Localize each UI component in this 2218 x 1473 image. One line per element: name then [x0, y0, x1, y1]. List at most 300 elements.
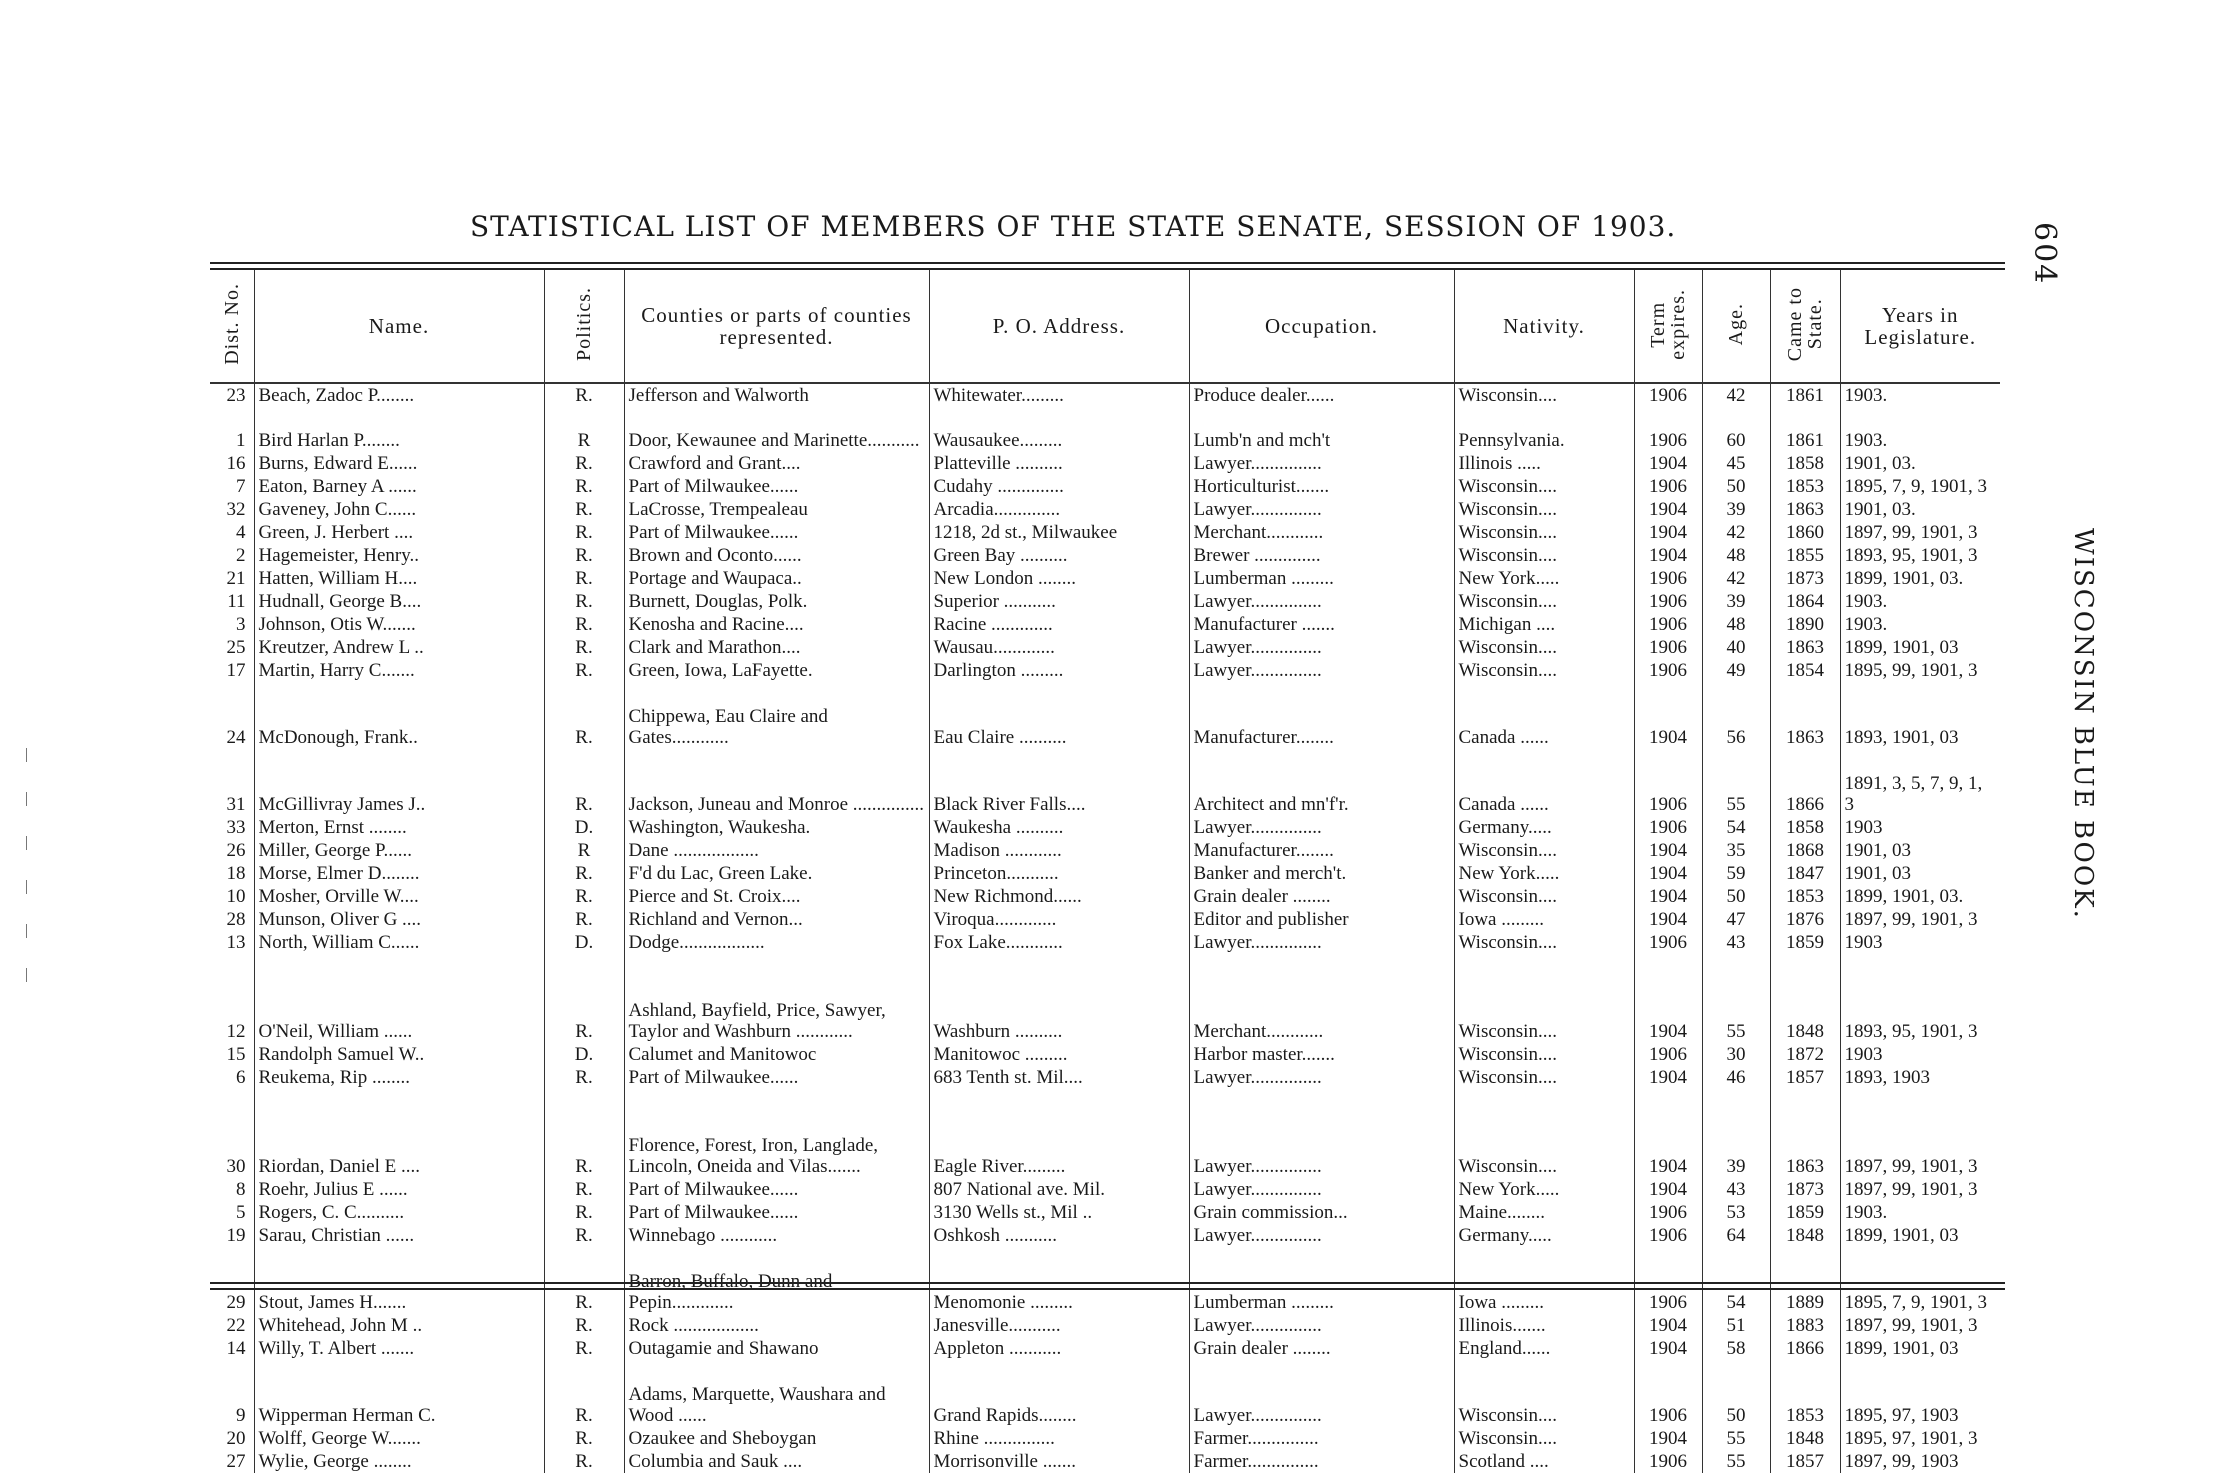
- cell-nativity: Wisconsin....: [1454, 954, 1634, 1043]
- cell-age: 64: [1702, 1224, 1770, 1247]
- column-header-term-expires: Term expires.: [1634, 270, 1702, 383]
- cell-po-address: Manitowoc .........: [929, 1043, 1189, 1066]
- cell-age: 59: [1702, 862, 1770, 885]
- cell-term-expires: 1906: [1634, 931, 1702, 954]
- cell-occupation: Lawyer...............: [1189, 636, 1454, 659]
- column-header-counties: Counties or parts of counties represented.: [624, 270, 929, 383]
- cell-occupation: Editor and publisher: [1189, 908, 1454, 931]
- cell-age: 54: [1702, 816, 1770, 839]
- cell-occupation: Architect and mn'f'r.: [1189, 749, 1454, 816]
- page-number: 604: [2027, 222, 2062, 286]
- cell-term-expires: 1906: [1634, 1247, 1702, 1314]
- column-header-nativity: Nativity.: [1454, 270, 1634, 383]
- cell-counties: Kenosha and Racine....: [624, 613, 929, 636]
- cell-name: Eaton, Barney A ......: [254, 475, 544, 498]
- cell-politics: R.: [544, 567, 624, 590]
- running-head: WISCONSIN BLUE BOOK.: [2068, 528, 2098, 920]
- cell-dist-no: 22: [226, 1315, 246, 1336]
- cell-came-to-state: 1848: [1770, 1224, 1840, 1247]
- table-row: [210, 613, 2000, 636]
- cell-politics: R.: [544, 1224, 624, 1247]
- cell-politics: R.: [544, 1360, 624, 1427]
- cell-age: 48: [1702, 544, 1770, 567]
- cell-term-expires: 1906: [1634, 1224, 1702, 1247]
- cell-age: 43: [1702, 1178, 1770, 1201]
- cell-came-to-state: 1859: [1770, 931, 1840, 954]
- cell-came-to-state: 1861: [1770, 407, 1840, 452]
- cell-nativity: Wisconsin....: [1454, 839, 1634, 862]
- cell-occupation: Lawyer...............: [1189, 1360, 1454, 1427]
- cell-years-in-legislature: 1897, 99, 1901, 3: [1840, 1089, 2000, 1178]
- cell-name: Wipperman Herman C.: [254, 1360, 544, 1427]
- cell-nativity: Iowa .........: [1454, 1247, 1634, 1314]
- cell-po-address: 1218, 2d st., Milwaukee: [929, 521, 1189, 544]
- cell-nativity: Wisconsin....: [1454, 931, 1634, 954]
- cell-came-to-state: 1889: [1770, 1247, 1840, 1314]
- cell-po-address: Eagle River.........: [929, 1089, 1189, 1178]
- cell-counties: Part of Milwaukee......: [624, 1066, 929, 1089]
- cell-nativity: Wisconsin....: [1454, 1089, 1634, 1178]
- cell-counties: Part of Milwaukee......: [624, 1178, 929, 1201]
- cell-years-in-legislature: 1895, 97, 1901, 3: [1840, 1427, 2000, 1450]
- cell-po-address: Janesville...........: [929, 1314, 1189, 1337]
- cell-po-address: Wausaukee.........: [929, 407, 1189, 452]
- table-row: [210, 816, 2000, 839]
- cell-politics: R.: [544, 749, 624, 816]
- cell-po-address: Whitewater.........: [929, 383, 1189, 407]
- cell-counties: Part of Milwaukee......: [624, 521, 929, 544]
- cell-nativity: Wisconsin....: [1454, 544, 1634, 567]
- cell-term-expires: 1904: [1634, 1314, 1702, 1337]
- cell-years-in-legislature: 1901, 03.: [1840, 452, 2000, 475]
- senate-members-table: [210, 270, 2000, 1472]
- table-row: [210, 521, 2000, 544]
- cell-age: 43: [1702, 931, 1770, 954]
- cell-name: McGillivray James J..: [254, 749, 544, 816]
- cell-name: Reukema, Rip ........: [254, 1066, 544, 1089]
- cell-dist-no: 14: [226, 1338, 246, 1359]
- cell-politics: R.: [544, 636, 624, 659]
- cell-term-expires: 1904: [1634, 862, 1702, 885]
- cell-term-expires: 1904: [1634, 1089, 1702, 1178]
- cell-po-address: New London ........: [929, 567, 1189, 590]
- cell-po-address: Grand Rapids........: [929, 1360, 1189, 1427]
- cell-age: 50: [1702, 475, 1770, 498]
- cell-term-expires: 1904: [1634, 682, 1702, 749]
- cell-term-expires: 1906: [1634, 407, 1702, 452]
- cell-po-address: 807 National ave. Mil.: [929, 1178, 1189, 1201]
- cell-nativity: Wisconsin....: [1454, 1066, 1634, 1089]
- cell-came-to-state: 1861: [1770, 383, 1840, 407]
- cell-age: 40: [1702, 636, 1770, 659]
- cell-dist-no: 26: [226, 840, 246, 861]
- cell-politics: D.: [544, 816, 624, 839]
- cell-name: Rogers, C. C..........: [254, 1201, 544, 1224]
- cell-nativity: Wisconsin....: [1454, 1427, 1634, 1450]
- cell-dist-no: 9: [236, 1405, 246, 1426]
- cell-name: Morse, Elmer D........: [254, 862, 544, 885]
- cell-po-address: Racine .............: [929, 613, 1189, 636]
- cell-came-to-state: 1863: [1770, 636, 1840, 659]
- table-row: [210, 1178, 2000, 1201]
- cell-years-in-legislature: 1893, 1901, 03: [1840, 682, 2000, 749]
- cell-came-to-state: 1853: [1770, 1360, 1840, 1427]
- margin-mark: [26, 792, 27, 806]
- cell-occupation: Grain dealer ........: [1189, 885, 1454, 908]
- cell-term-expires: 1904: [1634, 498, 1702, 521]
- cell-name: North, William C......: [254, 931, 544, 954]
- cell-dist-no: 2: [236, 545, 246, 566]
- cell-politics: R.: [544, 1314, 624, 1337]
- cell-dist-no: 10: [226, 886, 246, 907]
- cell-nativity: Wisconsin....: [1454, 636, 1634, 659]
- cell-dist-no: 11: [227, 591, 246, 612]
- cell-po-address: New Richmond......: [929, 885, 1189, 908]
- top-rule: [210, 262, 2005, 264]
- cell-nativity: Canada ......: [1454, 749, 1634, 816]
- cell-counties: Washington, Waukesha.: [624, 816, 929, 839]
- cell-dist-no: 25: [226, 637, 246, 658]
- cell-counties: F'd du Lac, Green Lake.: [624, 862, 929, 885]
- cell-years-in-legislature: 1897, 99, 1901, 3: [1840, 521, 2000, 544]
- cell-age: 54: [1702, 1247, 1770, 1314]
- cell-came-to-state: 1864: [1770, 590, 1840, 613]
- cell-came-to-state: 1873: [1770, 1178, 1840, 1201]
- cell-name: Mosher, Orville W....: [254, 885, 544, 908]
- cell-occupation: Lawyer...............: [1189, 498, 1454, 521]
- cell-po-address: Wausau.............: [929, 636, 1189, 659]
- table-row: [210, 1314, 2000, 1337]
- cell-years-in-legislature: 1903.: [1840, 407, 2000, 452]
- margin-mark: [26, 748, 27, 762]
- cell-occupation: Lawyer...............: [1189, 1314, 1454, 1337]
- cell-years-in-legislature: 1893, 1903: [1840, 1066, 2000, 1089]
- cell-dist-no: 32: [226, 499, 246, 520]
- cell-name: Green, J. Herbert ....: [254, 521, 544, 544]
- cell-age: 49: [1702, 659, 1770, 682]
- cell-name: Merton, Ernst ........: [254, 816, 544, 839]
- table-row: [210, 590, 2000, 613]
- cell-po-address: Waukesha ..........: [929, 816, 1189, 839]
- cell-counties: Outagamie and Shawano: [624, 1337, 929, 1360]
- cell-counties: Portage and Waupaca..: [624, 567, 929, 590]
- cell-name: Hagemeister, Henry..: [254, 544, 544, 567]
- cell-po-address: Oshkosh ...........: [929, 1224, 1189, 1247]
- cell-counties: Green, Iowa, LaFayette.: [624, 659, 929, 682]
- cell-name: Wolff, George W.......: [254, 1427, 544, 1450]
- cell-name: Willy, T. Albert .......: [254, 1337, 544, 1360]
- cell-po-address: Madison ............: [929, 839, 1189, 862]
- cell-term-expires: 1906: [1634, 1450, 1702, 1473]
- cell-years-in-legislature: 1899, 1901, 03: [1840, 636, 2000, 659]
- cell-age: 35: [1702, 839, 1770, 862]
- cell-nativity: Wisconsin....: [1454, 659, 1634, 682]
- cell-age: 42: [1702, 521, 1770, 544]
- table-row: [210, 567, 2000, 590]
- cell-politics: R.: [544, 885, 624, 908]
- cell-name: Gaveney, John C......: [254, 498, 544, 521]
- cell-name: Hudnall, George B....: [254, 590, 544, 613]
- cell-dist-no: 29: [226, 1292, 246, 1313]
- table-row: [210, 452, 2000, 475]
- cell-nativity: Germany.....: [1454, 816, 1634, 839]
- cell-came-to-state: 1872: [1770, 1043, 1840, 1066]
- cell-years-in-legislature: 1895, 97, 1903: [1840, 1360, 2000, 1427]
- table-row: [210, 682, 2000, 749]
- cell-years-in-legislature: 1903.: [1840, 613, 2000, 636]
- cell-came-to-state: 1854: [1770, 659, 1840, 682]
- cell-name: Beach, Zadoc P........: [254, 383, 544, 407]
- cell-counties: Barron, Buffalo, Dunn and Pepin.............: [624, 1247, 929, 1314]
- cell-politics: R.: [544, 498, 624, 521]
- cell-name: Wylie, George ........: [254, 1450, 544, 1473]
- cell-po-address: Washburn ..........: [929, 954, 1189, 1043]
- cell-dist-no: 31: [226, 794, 246, 815]
- cell-dist-no: 16: [226, 453, 246, 474]
- cell-name: Munson, Oliver G ....: [254, 908, 544, 931]
- cell-years-in-legislature: 1891, 3, 5, 7, 9, 1, 3: [1840, 749, 2000, 816]
- cell-politics: R.: [544, 659, 624, 682]
- cell-name: Riordan, Daniel E ....: [254, 1089, 544, 1178]
- cell-occupation: Brewer ..............: [1189, 544, 1454, 567]
- column-header-came-to-state: Came to State.: [1770, 270, 1840, 383]
- cell-nativity: Canada ......: [1454, 682, 1634, 749]
- bottom-rule: [210, 1282, 2005, 1284]
- cell-came-to-state: 1860: [1770, 521, 1840, 544]
- cell-term-expires: 1904: [1634, 452, 1702, 475]
- cell-po-address: Darlington .........: [929, 659, 1189, 682]
- cell-term-expires: 1904: [1634, 954, 1702, 1043]
- cell-term-expires: 1906: [1634, 1201, 1702, 1224]
- cell-counties: Crawford and Grant....: [624, 452, 929, 475]
- margin-mark: [26, 880, 27, 894]
- table-row: [210, 407, 2000, 452]
- cell-term-expires: 1906: [1634, 1043, 1702, 1066]
- cell-years-in-legislature: 1903.: [1840, 590, 2000, 613]
- column-header-po-address: P. O. Address.: [929, 270, 1189, 383]
- cell-politics: D.: [544, 1043, 624, 1066]
- cell-term-expires: 1906: [1634, 383, 1702, 407]
- cell-came-to-state: 1857: [1770, 1066, 1840, 1089]
- cell-came-to-state: 1858: [1770, 452, 1840, 475]
- cell-age: 55: [1702, 1450, 1770, 1473]
- table-row: [210, 1066, 2000, 1089]
- cell-occupation: Merchant............: [1189, 954, 1454, 1043]
- cell-nativity: Pennsylvania.: [1454, 407, 1634, 452]
- cell-occupation: Lawyer...............: [1189, 452, 1454, 475]
- cell-years-in-legislature: 1897, 99, 1901, 3: [1840, 1178, 2000, 1201]
- cell-nativity: Wisconsin....: [1454, 475, 1634, 498]
- cell-term-expires: 1906: [1634, 816, 1702, 839]
- cell-dist-no: 7: [236, 476, 246, 497]
- cell-politics: R.: [544, 383, 624, 407]
- cell-dist-no: 3: [236, 614, 246, 635]
- cell-term-expires: 1906: [1634, 475, 1702, 498]
- column-header-name: Name.: [254, 270, 544, 383]
- margin-mark: [26, 968, 27, 982]
- cell-po-address: 3130 Wells st., Mil ..: [929, 1201, 1189, 1224]
- cell-name: Randolph Samuel W..: [254, 1043, 544, 1066]
- cell-years-in-legislature: 1903: [1840, 816, 2000, 839]
- cell-years-in-legislature: 1903.: [1840, 383, 2000, 407]
- cell-po-address: Platteville ..........: [929, 452, 1189, 475]
- cell-po-address: Fox Lake............: [929, 931, 1189, 954]
- cell-came-to-state: 1855: [1770, 544, 1840, 567]
- cell-counties: Jackson, Juneau and Monroe ...............: [624, 749, 929, 816]
- cell-occupation: Lumb'n and mch't: [1189, 407, 1454, 452]
- cell-name: Miller, George P......: [254, 839, 544, 862]
- cell-politics: R.: [544, 1450, 624, 1473]
- table-header-row: [210, 270, 2000, 383]
- table-row: [210, 931, 2000, 954]
- cell-name: Stout, James H.......: [254, 1247, 544, 1314]
- cell-dist-no: 21: [226, 568, 246, 589]
- cell-counties: LaCrosse, Trempealeau: [624, 498, 929, 521]
- cell-politics: R: [544, 407, 624, 452]
- table-row: [210, 1089, 2000, 1178]
- table-row: [210, 498, 2000, 521]
- cell-years-in-legislature: 1895, 7, 9, 1901, 3: [1840, 475, 2000, 498]
- cell-term-expires: 1904: [1634, 521, 1702, 544]
- cell-years-in-legislature: 1901, 03.: [1840, 498, 2000, 521]
- cell-term-expires: 1904: [1634, 1178, 1702, 1201]
- table-row: [210, 1224, 2000, 1247]
- table-row: [210, 1337, 2000, 1360]
- cell-term-expires: 1906: [1634, 749, 1702, 816]
- cell-occupation: Lawyer...............: [1189, 1089, 1454, 1178]
- cell-came-to-state: 1876: [1770, 908, 1840, 931]
- cell-years-in-legislature: 1893, 95, 1901, 3: [1840, 544, 2000, 567]
- cell-name: Burns, Edward E......: [254, 452, 544, 475]
- cell-dist-no: 13: [226, 932, 246, 953]
- table-row: [210, 544, 2000, 567]
- cell-came-to-state: 1866: [1770, 749, 1840, 816]
- cell-years-in-legislature: 1903: [1840, 931, 2000, 954]
- cell-term-expires: 1906: [1634, 567, 1702, 590]
- cell-nativity: Scotland ....: [1454, 1450, 1634, 1473]
- cell-age: 58: [1702, 1337, 1770, 1360]
- cell-occupation: Manufacturer .......: [1189, 613, 1454, 636]
- cell-term-expires: 1904: [1634, 1337, 1702, 1360]
- cell-politics: R.: [544, 544, 624, 567]
- cell-age: 48: [1702, 613, 1770, 636]
- cell-came-to-state: 1859: [1770, 1201, 1840, 1224]
- cell-po-address: Eau Claire ..........: [929, 682, 1189, 749]
- cell-politics: R.: [544, 1089, 624, 1178]
- cell-occupation: Horticulturist.......: [1189, 475, 1454, 498]
- cell-po-address: Green Bay ..........: [929, 544, 1189, 567]
- cell-age: 39: [1702, 498, 1770, 521]
- table-row: [210, 1247, 2000, 1314]
- cell-age: 39: [1702, 590, 1770, 613]
- cell-po-address: Viroqua.............: [929, 908, 1189, 931]
- cell-years-in-legislature: 1897, 99, 1901, 3: [1840, 908, 2000, 931]
- cell-politics: R.: [544, 613, 624, 636]
- table-row: [210, 1360, 2000, 1427]
- cell-occupation: Harbor master.......: [1189, 1043, 1454, 1066]
- column-header-age: Age.: [1702, 270, 1770, 383]
- cell-dist-no: 27: [226, 1451, 246, 1472]
- cell-age: 42: [1702, 567, 1770, 590]
- margin-mark: [26, 836, 27, 850]
- cell-age: 39: [1702, 1089, 1770, 1178]
- cell-nativity: Illinois.......: [1454, 1314, 1634, 1337]
- cell-term-expires: 1904: [1634, 839, 1702, 862]
- table-row: [210, 885, 2000, 908]
- cell-age: 51: [1702, 1314, 1770, 1337]
- cell-years-in-legislature: 1903.: [1840, 1201, 2000, 1224]
- cell-term-expires: 1906: [1634, 1360, 1702, 1427]
- cell-occupation: Manufacturer........: [1189, 839, 1454, 862]
- table-body: [210, 383, 2000, 1473]
- cell-dist-no: 4: [236, 522, 246, 543]
- cell-age: 45: [1702, 452, 1770, 475]
- cell-po-address: Cudahy ..............: [929, 475, 1189, 498]
- cell-term-expires: 1906: [1634, 659, 1702, 682]
- cell-years-in-legislature: 1899, 1901, 03: [1840, 1224, 2000, 1247]
- table-row: [210, 383, 2000, 407]
- cell-politics: R.: [544, 908, 624, 931]
- cell-name: Kreutzer, Andrew L ..: [254, 636, 544, 659]
- cell-dist-no: 28: [226, 909, 246, 930]
- cell-counties: Clark and Marathon....: [624, 636, 929, 659]
- cell-came-to-state: 1866: [1770, 1337, 1840, 1360]
- cell-came-to-state: 1883: [1770, 1314, 1840, 1337]
- cell-occupation: Manufacturer........: [1189, 682, 1454, 749]
- cell-occupation: Lawyer...............: [1189, 659, 1454, 682]
- cell-nativity: Wisconsin....: [1454, 590, 1634, 613]
- cell-nativity: New York.....: [1454, 862, 1634, 885]
- column-header-dist-no: Dist. No.: [210, 270, 254, 383]
- cell-came-to-state: 1857: [1770, 1450, 1840, 1473]
- cell-years-in-legislature: 1901, 03: [1840, 862, 2000, 885]
- cell-age: 46: [1702, 1066, 1770, 1089]
- cell-counties: Door, Kewaunee and Marinette...........: [624, 407, 929, 452]
- cell-occupation: Lawyer...............: [1189, 1178, 1454, 1201]
- cell-term-expires: 1906: [1634, 636, 1702, 659]
- cell-came-to-state: 1858: [1770, 816, 1840, 839]
- cell-years-in-legislature: 1903: [1840, 1043, 2000, 1066]
- cell-counties: Ozaukee and Sheboygan: [624, 1427, 929, 1450]
- cell-dist-no: 15: [226, 1044, 246, 1065]
- cell-counties: Dane ..................: [624, 839, 929, 862]
- cell-occupation: Lawyer...............: [1189, 590, 1454, 613]
- cell-dist-no: 24: [226, 727, 246, 748]
- cell-age: 47: [1702, 908, 1770, 931]
- cell-occupation: Lawyer...............: [1189, 1066, 1454, 1089]
- cell-came-to-state: 1863: [1770, 682, 1840, 749]
- cell-dist-no: 8: [236, 1179, 246, 1200]
- cell-dist-no: 18: [226, 863, 246, 884]
- cell-occupation: Farmer...............: [1189, 1427, 1454, 1450]
- cell-dist-no: 5: [236, 1202, 246, 1223]
- cell-term-expires: 1904: [1634, 908, 1702, 931]
- cell-age: 60: [1702, 407, 1770, 452]
- cell-name: Johnson, Otis W.......: [254, 613, 544, 636]
- table-row: [210, 636, 2000, 659]
- table-row: [210, 908, 2000, 931]
- cell-age: 42: [1702, 383, 1770, 407]
- cell-name: Whitehead, John M ..: [254, 1314, 544, 1337]
- cell-politics: R.: [544, 954, 624, 1043]
- cell-nativity: Germany.....: [1454, 1224, 1634, 1247]
- table-row: [210, 839, 2000, 862]
- cell-counties: Part of Milwaukee......: [624, 1201, 929, 1224]
- cell-politics: R.: [544, 1201, 624, 1224]
- cell-po-address: Appleton ...........: [929, 1337, 1189, 1360]
- table-row: [210, 659, 2000, 682]
- cell-dist-no: 23: [226, 385, 246, 406]
